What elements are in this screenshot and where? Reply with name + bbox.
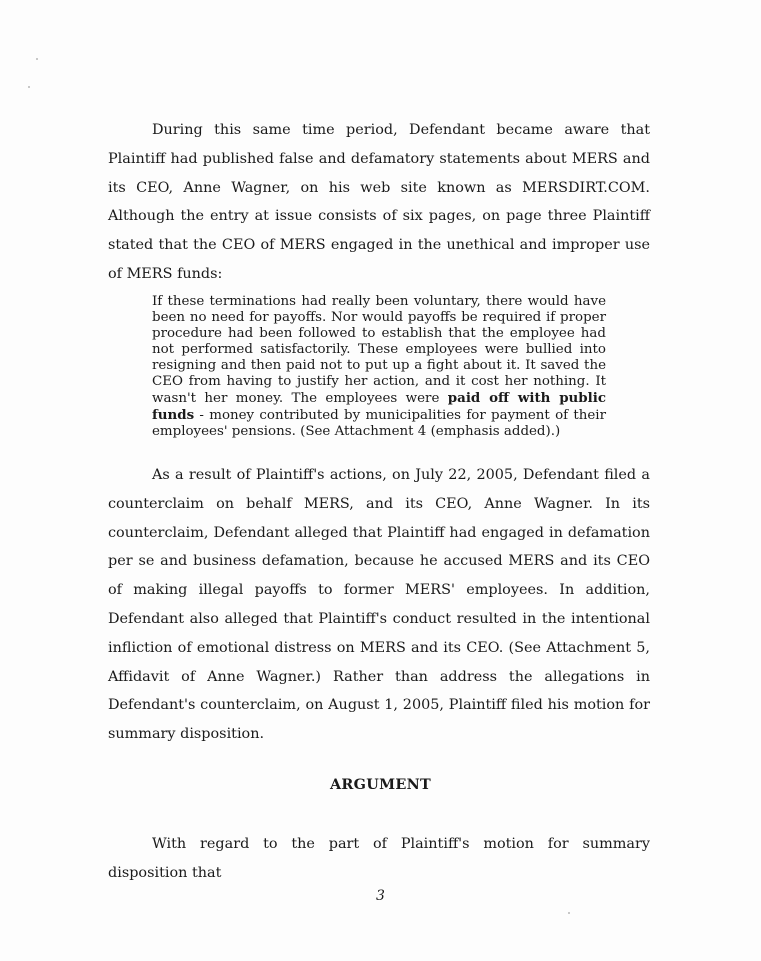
- paragraph-text: With regard to the part of Plaintiff's motion for summary disposition that: [108, 836, 650, 881]
- paragraph-counterclaim: [108, 461, 650, 749]
- block-quote: [152, 294, 606, 440]
- paragraph-text: As a result of Plaintiff's actions, on July 22, 2005, Defendant filed a counterclaim on behalf MERS, and its CEO, Anne Wagner. In its counterclaim, Defendant alleged that Plaintiff had engaged in defamation per se and business defamation, because he accused MERS and its CEO of making illegal payoffs to former MERS' employees. In addition, Defendant also alleged that Plaintiff's conduct resulted in the intentional infliction of emotional distress on MERS and its CEO. (See Attachment 5, Affidavit of Anne Wagner.) Rather than address the allegations in Defendant's counterclaim, on August 1, 2005, Plaintiff filed his motion for summary disposition.: [108, 467, 650, 743]
- quote-emphasis: paid off with public funds: [152, 390, 606, 423]
- paragraph-text: During this same time period, Defendant became aware that Plaintiff had published false and defamatory statements about MERS and its CEO, Anne Wagner, on his web site known as MERSDIRT.COM. Although the entry at issue consists of six pages, on page three Plaintiff stated that the CEO of MERS engaged in the unethical and improper use of MERS funds:: [108, 122, 650, 282]
- paragraph-argument-start: [108, 830, 650, 888]
- page-number: 3: [376, 888, 385, 904]
- section-heading-argument: ARGUMENT: [329, 776, 432, 793]
- scan-speck: [28, 86, 30, 88]
- quote-text-start: If these terminations had really been voluntary, there would have been no need for payoffs. Nor would payoffs be required if proper procedure had been followed to establish that the employee had not performed satisfactorily. These employees were bullied into resigning and then paid not to put up a fight about it. It saved the CEO from having to justify her action, and it cost her nothing. It wasn't her money. The employees were: [152, 294, 606, 406]
- paragraph-defamatory-statements: [108, 116, 650, 289]
- scan-speck: [36, 58, 38, 60]
- quote-text-end: - money contributed by municipalities for payment of their employees' pensions. (See Attachment 4 (emphasis added).): [152, 408, 606, 439]
- scan-speck: [568, 912, 570, 914]
